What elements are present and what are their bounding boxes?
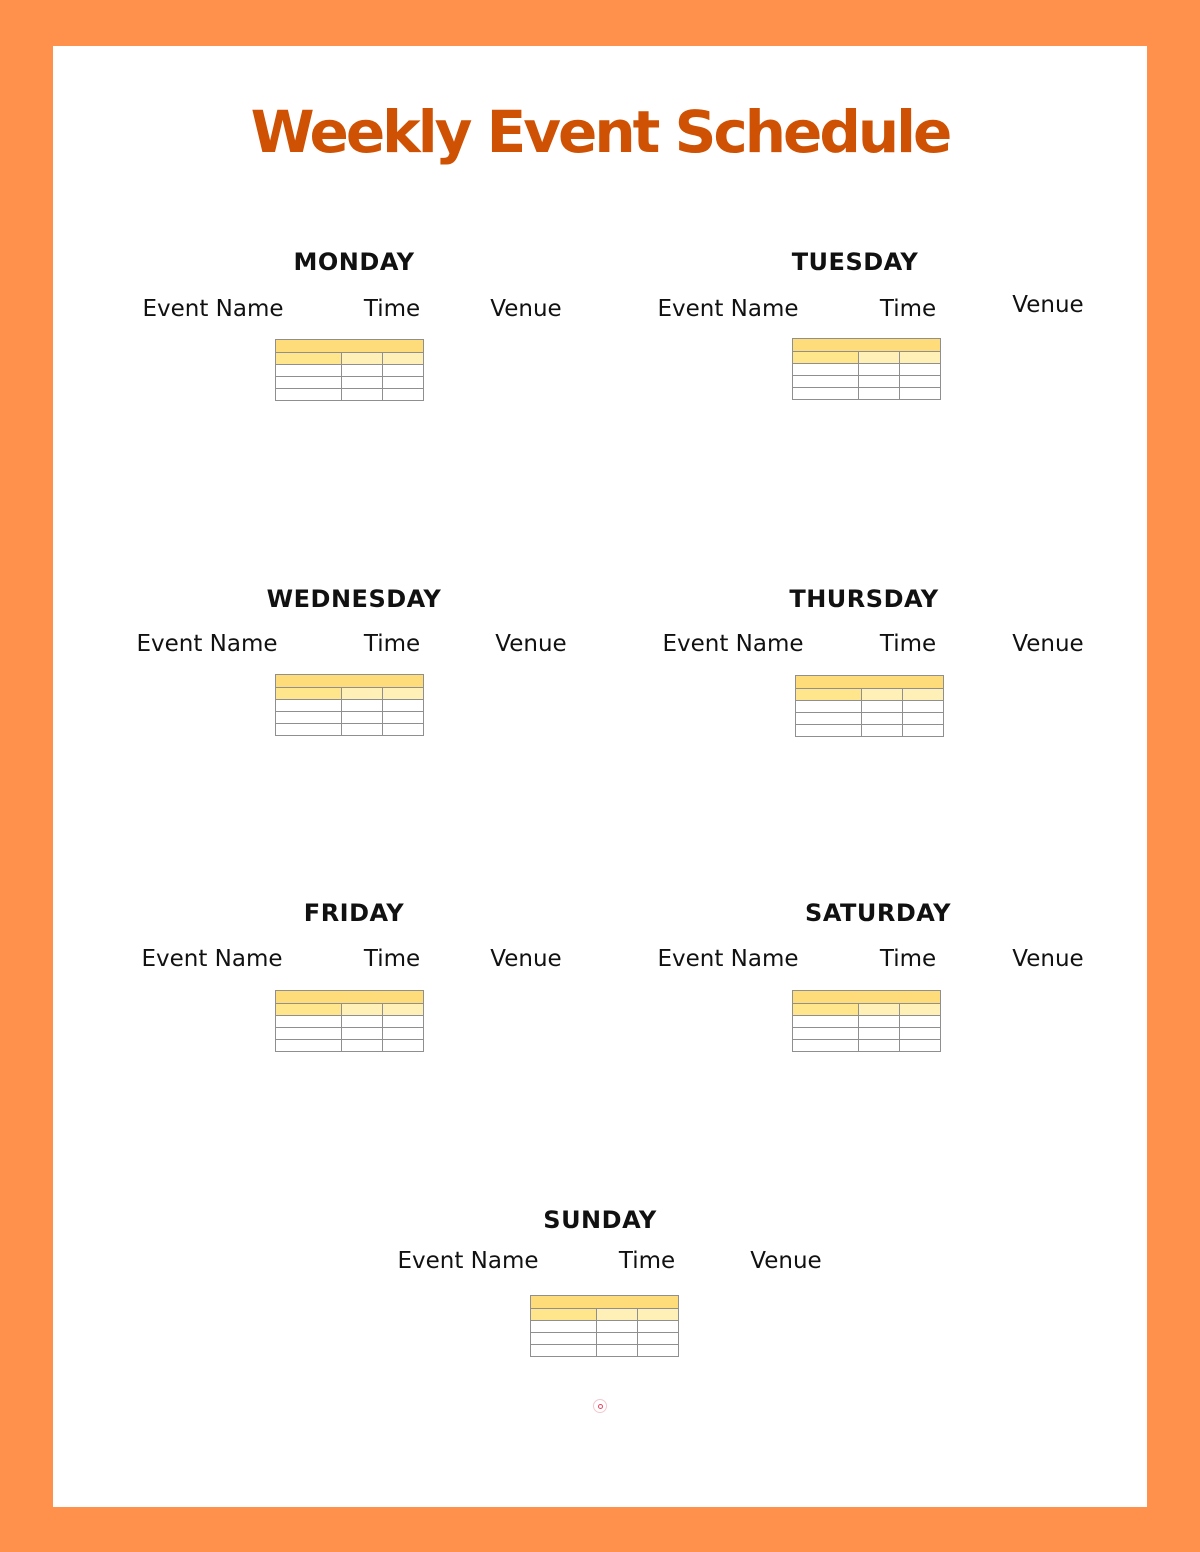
schedule-table-wednesday[interactable]	[275, 674, 424, 736]
day-heading-wednesday: WEDNESDAY	[266, 585, 442, 613]
day-heading-friday: FRIDAY	[303, 899, 405, 927]
column-label-event-name: Event Name	[142, 296, 284, 322]
schedule-table-monday[interactable]	[275, 339, 424, 401]
column-label-venue: Venue	[1012, 946, 1084, 972]
column-label-time: Time	[879, 296, 937, 322]
column-label-time: Time	[879, 946, 937, 972]
column-label-time: Time	[363, 631, 421, 657]
column-label-time: Time	[618, 1248, 676, 1274]
column-label-venue: Venue	[495, 631, 567, 657]
column-label-venue: Venue	[750, 1248, 822, 1274]
column-label-event-name: Event Name	[136, 631, 278, 657]
day-heading-sunday: SUNDAY	[543, 1206, 657, 1234]
page-title: Weekly Event Schedule	[250, 98, 950, 166]
column-label-time: Time	[879, 631, 937, 657]
column-label-venue: Venue	[490, 296, 562, 322]
column-label-event-name: Event Name	[662, 631, 804, 657]
column-label-event-name: Event Name	[657, 946, 799, 972]
schedule-table-thursday[interactable]	[795, 675, 944, 737]
column-label-event-name: Event Name	[141, 946, 283, 972]
schedule-table-saturday[interactable]	[792, 990, 941, 1052]
day-heading-monday: MONDAY	[293, 248, 415, 276]
column-label-venue: Venue	[490, 946, 562, 972]
anchor-marker-icon	[593, 1399, 607, 1413]
schedule-table-friday[interactable]	[275, 990, 424, 1052]
page-sheet	[53, 46, 1147, 1507]
schedule-table-tuesday[interactable]	[792, 338, 941, 400]
column-label-event-name: Event Name	[397, 1248, 539, 1274]
column-label-venue: Venue	[1012, 631, 1084, 657]
column-label-event-name: Event Name	[657, 296, 799, 322]
day-heading-thursday: THURSDAY	[789, 585, 939, 613]
column-label-time: Time	[363, 296, 421, 322]
day-heading-saturday: SATURDAY	[805, 899, 951, 927]
day-heading-tuesday: TUESDAY	[791, 248, 919, 276]
column-label-venue: Venue	[1012, 292, 1084, 318]
column-label-time: Time	[363, 946, 421, 972]
schedule-table-sunday[interactable]	[530, 1295, 679, 1357]
